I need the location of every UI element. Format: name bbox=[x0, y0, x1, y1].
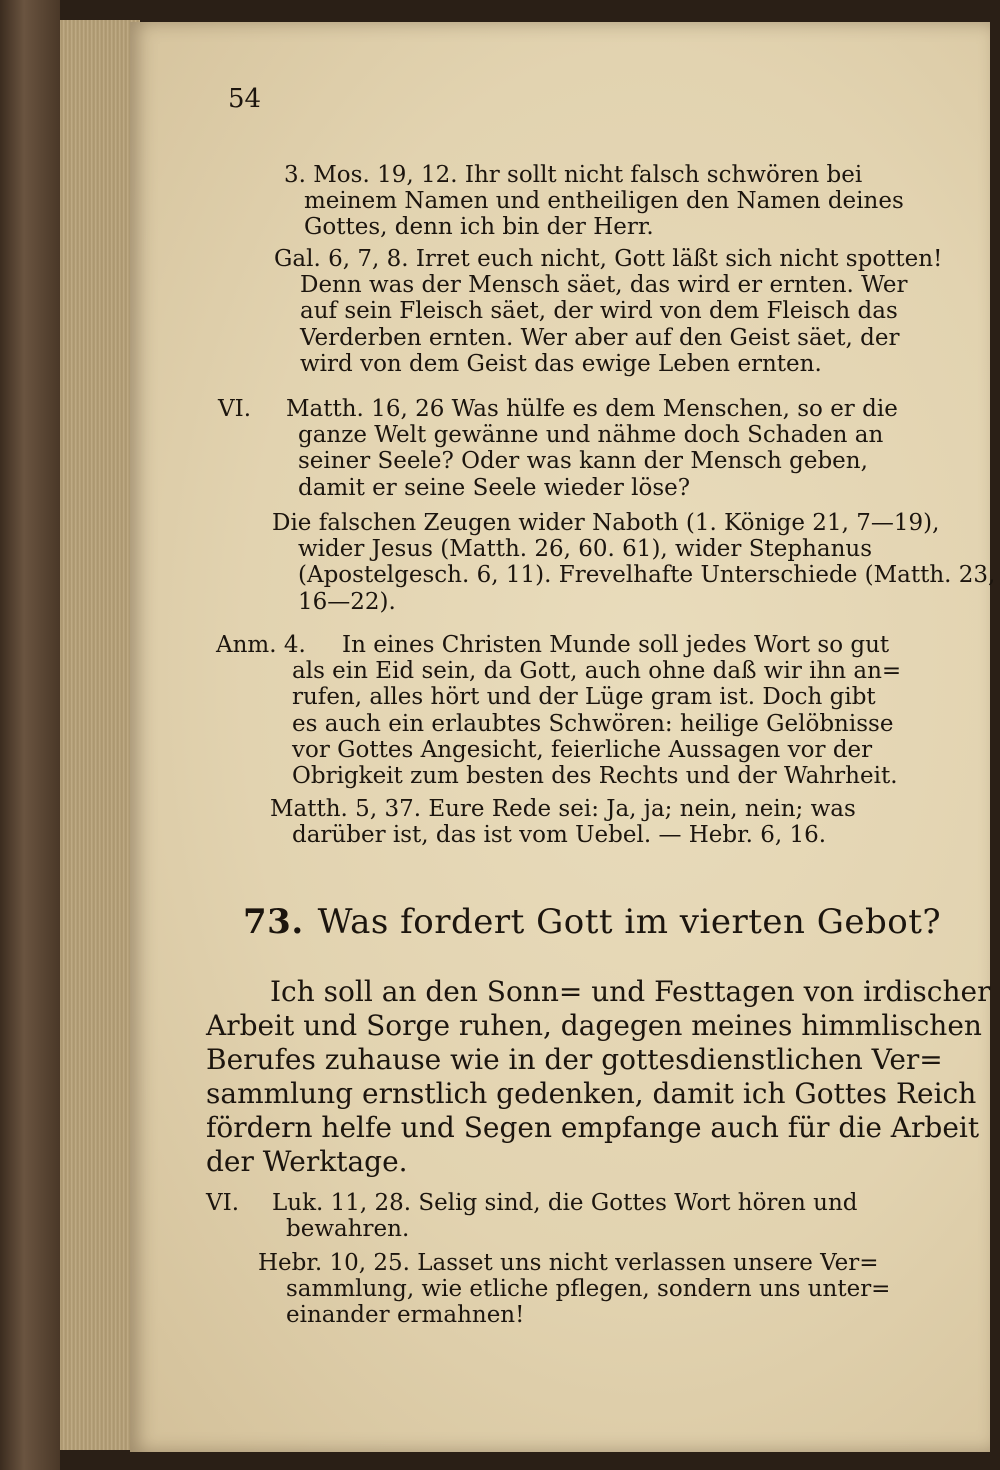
text-line: sammlung ernstlich gedenken, damit ich Gottes Reich bbox=[206, 1077, 977, 1110]
text-line: sammlung, wie etliche pflegen, sondern uns unter= bbox=[286, 1276, 891, 1303]
text-line: ganze Welt gewänne und nähme doch Schaden an bbox=[298, 422, 884, 449]
text-line: meinem Namen und entheiligen den Namen deines bbox=[304, 188, 904, 215]
text-line: Verderben ernten. Wer aber auf den Geist säet, der bbox=[300, 324, 900, 351]
text-line: Denn was der Mensch säet, das wird er ernten. Wer bbox=[300, 272, 908, 299]
verse-gal bbox=[274, 246, 942, 377]
text-line: wird von dem Geist das ewige Leben ernten. bbox=[300, 350, 822, 377]
question-heading bbox=[243, 902, 941, 942]
text-line: Arbeit und Sorge ruhen, dagegen meines himmlischen bbox=[206, 1009, 982, 1042]
text-line: Matth. 16, 26 Was hülfe es dem Menschen, so er die bbox=[286, 396, 898, 422]
text-line: Die falschen Zeugen wider Naboth (1. Könige 21, 7—19), bbox=[272, 510, 940, 536]
answer-paragraph bbox=[206, 975, 990, 1179]
text-line: auf sein Fleisch säet, der wird von dem Fleisch das bbox=[300, 298, 898, 325]
text-line: als ein Eid sein, da Gott, auch ohne daß wir ihn an= bbox=[292, 658, 902, 685]
text-line: damit er seine Seele wieder löse? bbox=[298, 474, 691, 501]
text-line: In eines Christen Munde soll jedes Wort so gut bbox=[342, 632, 890, 658]
verse-luk bbox=[272, 1190, 858, 1242]
text-line: einander ermahnen! bbox=[286, 1302, 525, 1329]
text-line: fördern helfe und Segen empfange auch für die Arbeit bbox=[206, 1111, 980, 1144]
text-line: 16—22). bbox=[298, 588, 396, 615]
text-line: bewahren. bbox=[286, 1216, 410, 1243]
verse-hebr bbox=[258, 1250, 890, 1329]
text-line: Obrigkeit zum besten des Rechts und der Wahrheit. bbox=[292, 763, 898, 790]
verse-matth-5 bbox=[270, 796, 856, 848]
text-line: Gottes, denn ich bin der Herr. bbox=[304, 214, 654, 241]
text-line: Berufes zuhause wie in der gottesdienstlichen Ver= bbox=[206, 1043, 943, 1076]
note-anm-4 bbox=[292, 632, 902, 790]
question-number: 73. bbox=[243, 902, 304, 942]
text-line: rufen, alles hört und der Lüge gram ist. Doch gibt bbox=[292, 684, 876, 711]
text-line: darüber ist, das ist vom Uebel. — Hebr. 6, 16. bbox=[292, 822, 827, 849]
text-line: Luk. 11, 28. Selig sind, die Gottes Wort hören und bbox=[272, 1190, 858, 1216]
text-line: Ich soll an den Sonn= und Festtagen von irdischer bbox=[270, 975, 991, 1008]
section-label: VI. bbox=[218, 396, 252, 422]
text-line: Hebr. 10, 25. Lasset uns nicht verlassen unsere Ver= bbox=[258, 1250, 879, 1276]
text-line: seiner Seele? Oder was kann der Mensch geben, bbox=[298, 448, 868, 475]
verse-matth-16 bbox=[286, 396, 898, 501]
note-label: Anm. 4. bbox=[216, 632, 306, 658]
text-line: Gal. 6, 7, 8. Irret euch nicht, Gott läßt sich nicht spotten! bbox=[274, 246, 943, 272]
text-line: der Werktage. bbox=[206, 1145, 408, 1178]
text-line: vor Gottes Angesicht, feierliche Aussagen vor der bbox=[292, 736, 873, 763]
note-false-witnesses bbox=[272, 510, 995, 615]
question-text: Was fordert Gott im vierten Gebot? bbox=[317, 902, 942, 942]
page-number: 54 bbox=[228, 84, 262, 114]
text-line: wider Jesus (Matth. 26, 60. 61), wider Stephanus bbox=[298, 536, 873, 563]
text-line: Matth. 5, 37. Eure Rede sei: Ja, ja; nein, nein; was bbox=[270, 796, 856, 822]
verse-mos bbox=[284, 162, 904, 241]
text-line: 3. Mos. 19, 12. Ihr sollt nicht falsch schwören bei bbox=[284, 162, 863, 188]
section-label: VI. bbox=[206, 1190, 240, 1216]
text-line: (Apostelgesch. 6, 11). Frevelhafte Unterschiede (Matth. 23, bbox=[298, 562, 996, 589]
text-line: es auch ein erlaubtes Schwören: heilige Gelöbnisse bbox=[292, 710, 894, 737]
